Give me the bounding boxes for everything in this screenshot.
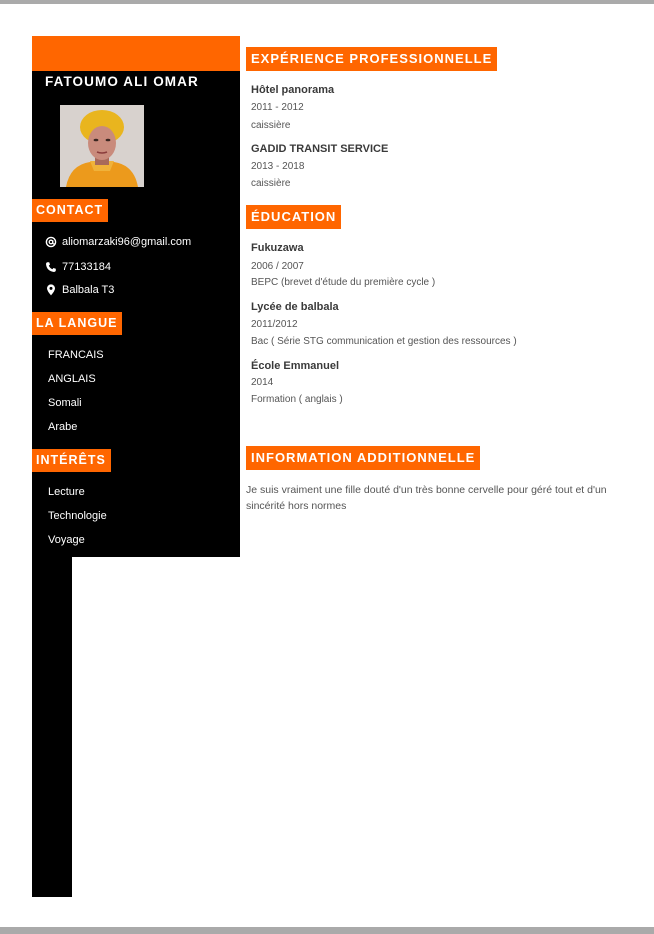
contact-address — [44, 282, 114, 298]
education-period: 2014 — [251, 377, 274, 388]
experience-heading: EXPÉRIENCE PROFESSIONNELLE — [246, 47, 497, 71]
bottom-border — [0, 927, 654, 934]
education-diploma: BEPC (brevet d'étude du première cycle ) — [251, 277, 436, 288]
profile-photo — [60, 105, 144, 187]
interest-item: Lecture — [48, 486, 85, 498]
language-item: FRANCAIS — [48, 349, 104, 361]
additional-info-heading: INFORMATION ADDITIONNELLE — [246, 446, 480, 470]
sidebar-header-band — [32, 36, 240, 71]
language-item: Somali — [48, 397, 82, 409]
education-heading: ÉDUCATION — [246, 205, 341, 229]
language-heading: LA LANGUE — [32, 312, 122, 335]
phone-icon — [44, 261, 57, 274]
experience-period: 2011 - 2012 — [251, 102, 304, 113]
contact-phone[interactable] — [44, 259, 111, 275]
location-pin-icon — [44, 284, 57, 297]
education-school: Lycée de balbala — [251, 301, 339, 313]
education-diploma: Bac ( Série STG communication et gestion des ressources ) — [251, 336, 517, 347]
experience-role: caissière — [251, 120, 291, 131]
interest-item: Voyage — [48, 534, 85, 546]
experience-employer: GADID TRANSIT SERVICE — [251, 143, 389, 155]
experience-employer: Hôtel panorama — [251, 84, 335, 96]
language-item: Arabe — [48, 421, 78, 433]
email-text: aliomarzaki96@gmail.com — [62, 236, 192, 248]
contact-heading: CONTACT — [32, 199, 108, 222]
phone-text: 77133184 — [62, 261, 111, 273]
address-text: Balbala T3 — [62, 284, 115, 296]
experience-period: 2013 - 2018 — [251, 161, 305, 172]
experience-role: caissière — [251, 178, 291, 189]
education-period: 2011/2012 — [251, 319, 298, 330]
language-item: ANGLAIS — [48, 373, 96, 385]
education-school: École Emmanuel — [251, 360, 340, 372]
contact-email[interactable] — [44, 234, 191, 250]
interests-heading: INTÉRÊTS — [32, 449, 111, 472]
education-period: 2006 / 2007 — [251, 261, 304, 272]
education-school: Fukuzawa — [251, 242, 304, 254]
top-border — [0, 0, 654, 4]
at-icon — [44, 236, 57, 249]
sidebar-strip — [32, 557, 72, 897]
interest-item: Technologie — [48, 510, 107, 522]
education-diploma: Formation ( anglais ) — [251, 394, 343, 405]
additional-info-text: Je suis vraiment une fille douté d'un très bonne cervelle pour géré tout et d'un sincérité hors normes — [246, 484, 607, 512]
person-name: FATOUMO ALI OMAR — [45, 74, 199, 89]
